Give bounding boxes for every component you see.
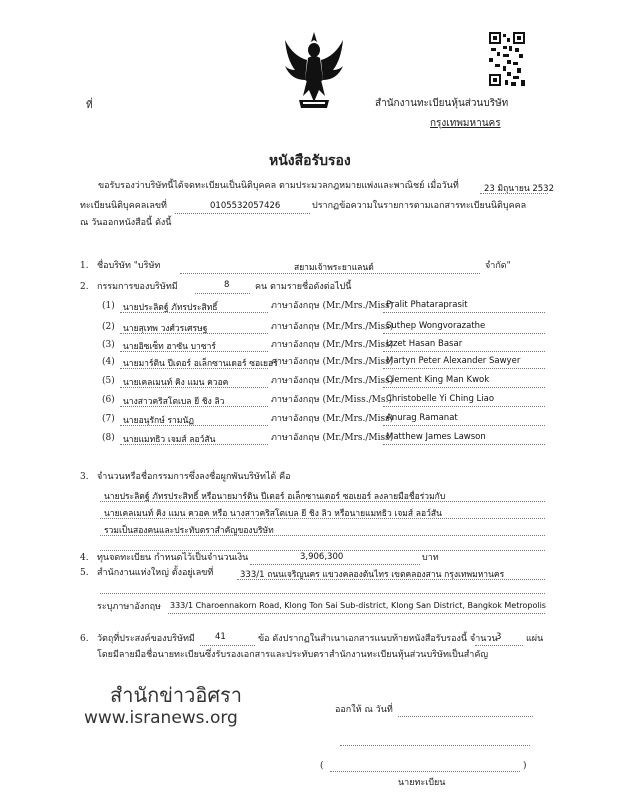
objectives-count: 41 — [215, 632, 226, 642]
director-index: (4) — [102, 357, 115, 367]
director-name-thai: นายมาร์ติน ปีเตอร์ อเล็กซานเดอร์ ซอเยอร์ — [123, 359, 278, 369]
director-index: (3) — [102, 340, 115, 350]
intro-line-1: ขอรับรองว่าบริษัทนี้ได้จดทะเบียนเป็นนิติบุคคล ตามประมวลกฎหมายแพ่งและพาณิชย์ เมื่อวันที่ — [98, 181, 459, 191]
director-name-english: Izzet Hasan Basar — [386, 339, 463, 349]
qr-code — [489, 32, 525, 88]
director-index: (1) — [102, 301, 115, 311]
document-title: หนังสือรับรอง — [269, 153, 351, 169]
watermark-url: www.isranews.org — [84, 708, 238, 728]
registrar-paren-open: ( — [320, 761, 324, 771]
address-thai: 333/1 ถนนเจริญนคร แขวงคลองต้นไทร เขตคลองสาน กรุงเทพมหานคร — [240, 570, 505, 580]
director-name-english: Suthep Wongvorazathe — [386, 321, 486, 331]
item-1-label: ชื่อบริษัท "บริษัท — [97, 261, 161, 271]
director-english-prefix: ภาษาอังกฤษ (Mr./Mrs./Miss) — [271, 301, 394, 311]
director-english-prefix: ภาษาอังกฤษ (Mr./Mrs./Miss) — [271, 376, 394, 386]
director-count: 8 — [224, 280, 230, 290]
director-english-prefix: ภาษาอังกฤษ (Mr./Mrs./Miss) — [271, 414, 394, 424]
director-index: (2) — [102, 322, 115, 332]
item-6-label-c: แผ่น — [526, 634, 544, 644]
director-name-english: Matthew James Lawson — [386, 432, 486, 442]
director-index: (8) — [102, 433, 115, 443]
director-english-prefix: ภาษาอังกฤษ (Mr./Mrs./Miss) — [271, 340, 394, 350]
item-2-number: 2. — [80, 282, 89, 292]
registrar-paren-close: ) — [523, 761, 527, 771]
item-3-number: 3. — [80, 472, 89, 482]
issuing-office-city: กรุงเทพมหานคร — [430, 118, 501, 129]
item-2-label: กรรมการของบริษัทมี — [97, 282, 178, 292]
company-suffix: จำกัด" — [485, 261, 511, 271]
item-6-label-b: ข้อ ดังปรากฏในสำเนาเอกสารแนบท้ายหนังสือรับรองนี้ จำนวน — [258, 634, 498, 644]
director-name-thai: นายเคลเมนท์ คิง แมน ควอค — [123, 378, 229, 388]
address-english-label: ระบุภาษาอังกฤษ — [97, 602, 161, 612]
signatory-line-1: นายประลิตฐ์ ภัทรประสิทธิ์ หรือนายมาร์ติน ปีเตอร์ อเล็กซานเดอร์ ซอเยอร์ ลงลายมือชื่อร่วมกับ — [104, 492, 446, 502]
director-index: (5) — [102, 376, 115, 386]
item-6-line-2: โดยมีลายมือชื่อนายทะเบียนซึ่งรับรองเอกสารและประทับตราสำนักงานทะเบียนหุ้นส่วนบริษัทเป็นสำคัญ — [97, 650, 489, 660]
intro-line-2b: ปรากฏข้อความในรายการตามเอกสารทะเบียนนิติบุคคล — [312, 201, 527, 211]
item-4-label: ทุนจดทะเบียน กำหนดไว้เป็นจำนวนเงิน — [97, 553, 249, 563]
item-4-number: 4. — [80, 553, 89, 563]
director-name-english: Anurag Ramanat — [386, 413, 458, 423]
attachment-pages: 3 — [496, 632, 502, 642]
garuda-emblem-icon — [283, 30, 345, 112]
director-name-english: Martyn Peter Alexander Sawyer — [386, 356, 521, 366]
document-number-label: ที่ — [86, 100, 93, 111]
director-name-thai: นายอิซเซ็ท ฮาซัน บาซาร์ — [123, 342, 216, 352]
director-index: (7) — [102, 414, 115, 424]
director-name-english: Clement King Man Kwok — [386, 375, 490, 385]
registration-date: 23 มิถุนายน 2532 — [484, 184, 554, 194]
signatory-line-3: รวมเป็นสองคนและประทับตราสำคัญของบริษัท — [104, 526, 274, 536]
director-name-english: Pralit Phataraprasit — [386, 300, 468, 310]
registrar-title: นายทะเบียน — [398, 778, 446, 788]
director-name-thai: นายอนุรักษ์ รามนัฏ — [123, 416, 194, 426]
capital-unit: บาท — [422, 553, 439, 563]
signatory-line-2: นายเคลเมนท์ คิง แมน ควอค หรือ นางสาวคริสโตเบล ยี ชิง ลิว หรือนายแมทธิว เจมส์ ลอว์สัน — [104, 509, 442, 519]
director-name-thai: นายประลิตฐ์ ภัทรประสิทธิ์ — [123, 303, 218, 313]
issuing-office: สำนักงานทะเบียนหุ้นส่วนบริษัท — [375, 98, 509, 109]
registration-number: 0105532057426 — [210, 201, 281, 211]
intro-line-3: ณ วันออกหนังสือนี้ ดังนี้ — [80, 218, 172, 228]
director-name-thai: นางสาวคริสโตเบล ยี ชิง ลิว — [123, 397, 225, 407]
director-english-prefix: ภาษาอังกฤษ (Mr./Mrs./Miss) — [271, 357, 394, 367]
watermark-thai: สำนักข่าวอิศรา — [110, 683, 243, 707]
intro-line-2: ทะเบียนนิติบุคคลเลขที่ — [80, 201, 167, 211]
item-5-label: สำนักงานแห่งใหญ่ ตั้งอยู่เลขที่ — [97, 568, 214, 578]
item-1-number: 1. — [80, 261, 89, 271]
director-english-prefix: ภาษาอังกฤษ (Mr./Miss./Ms.) — [271, 395, 392, 405]
registered-capital: 3,906,300 — [300, 552, 344, 562]
address-english: 333/1 Charoennakorn Road, Klong Ton Sai Sub-district, Klong San District, Bangkok Metropolis — [170, 601, 546, 610]
director-name-thai: นายแมทธิว เจมส์ ลอว์สัน — [123, 435, 216, 445]
director-english-prefix: ภาษาอังกฤษ (Mr./Mrs./Miss) — [271, 322, 394, 332]
director-name-thai: นายสุเทพ วงศ์วรเศรษฐ — [123, 324, 208, 334]
director-name-english: Christobelle Yi Ching Liao — [386, 394, 495, 404]
director-index: (6) — [102, 395, 115, 405]
item-3-label: จำนวนหรือชื่อกรรมการซึ่งลงชื่อผูกพันบริษัทได้ คือ — [97, 472, 291, 482]
company-name: สยามเจ้าพระยาแลนด์ — [294, 263, 374, 273]
item-5-number: 5. — [80, 568, 89, 578]
item-6-number: 6. — [80, 634, 89, 644]
item-6-label: วัตถุที่ประสงค์ของบริษัทมี — [97, 634, 195, 644]
item-2-label-b: คน ตามรายชื่อดังต่อไปนี้ — [255, 282, 352, 292]
issued-date-label: ออกให้ ณ วันที่ — [335, 705, 393, 715]
director-english-prefix: ภาษาอังกฤษ (Mr./Mrs./Miss) — [271, 433, 394, 443]
